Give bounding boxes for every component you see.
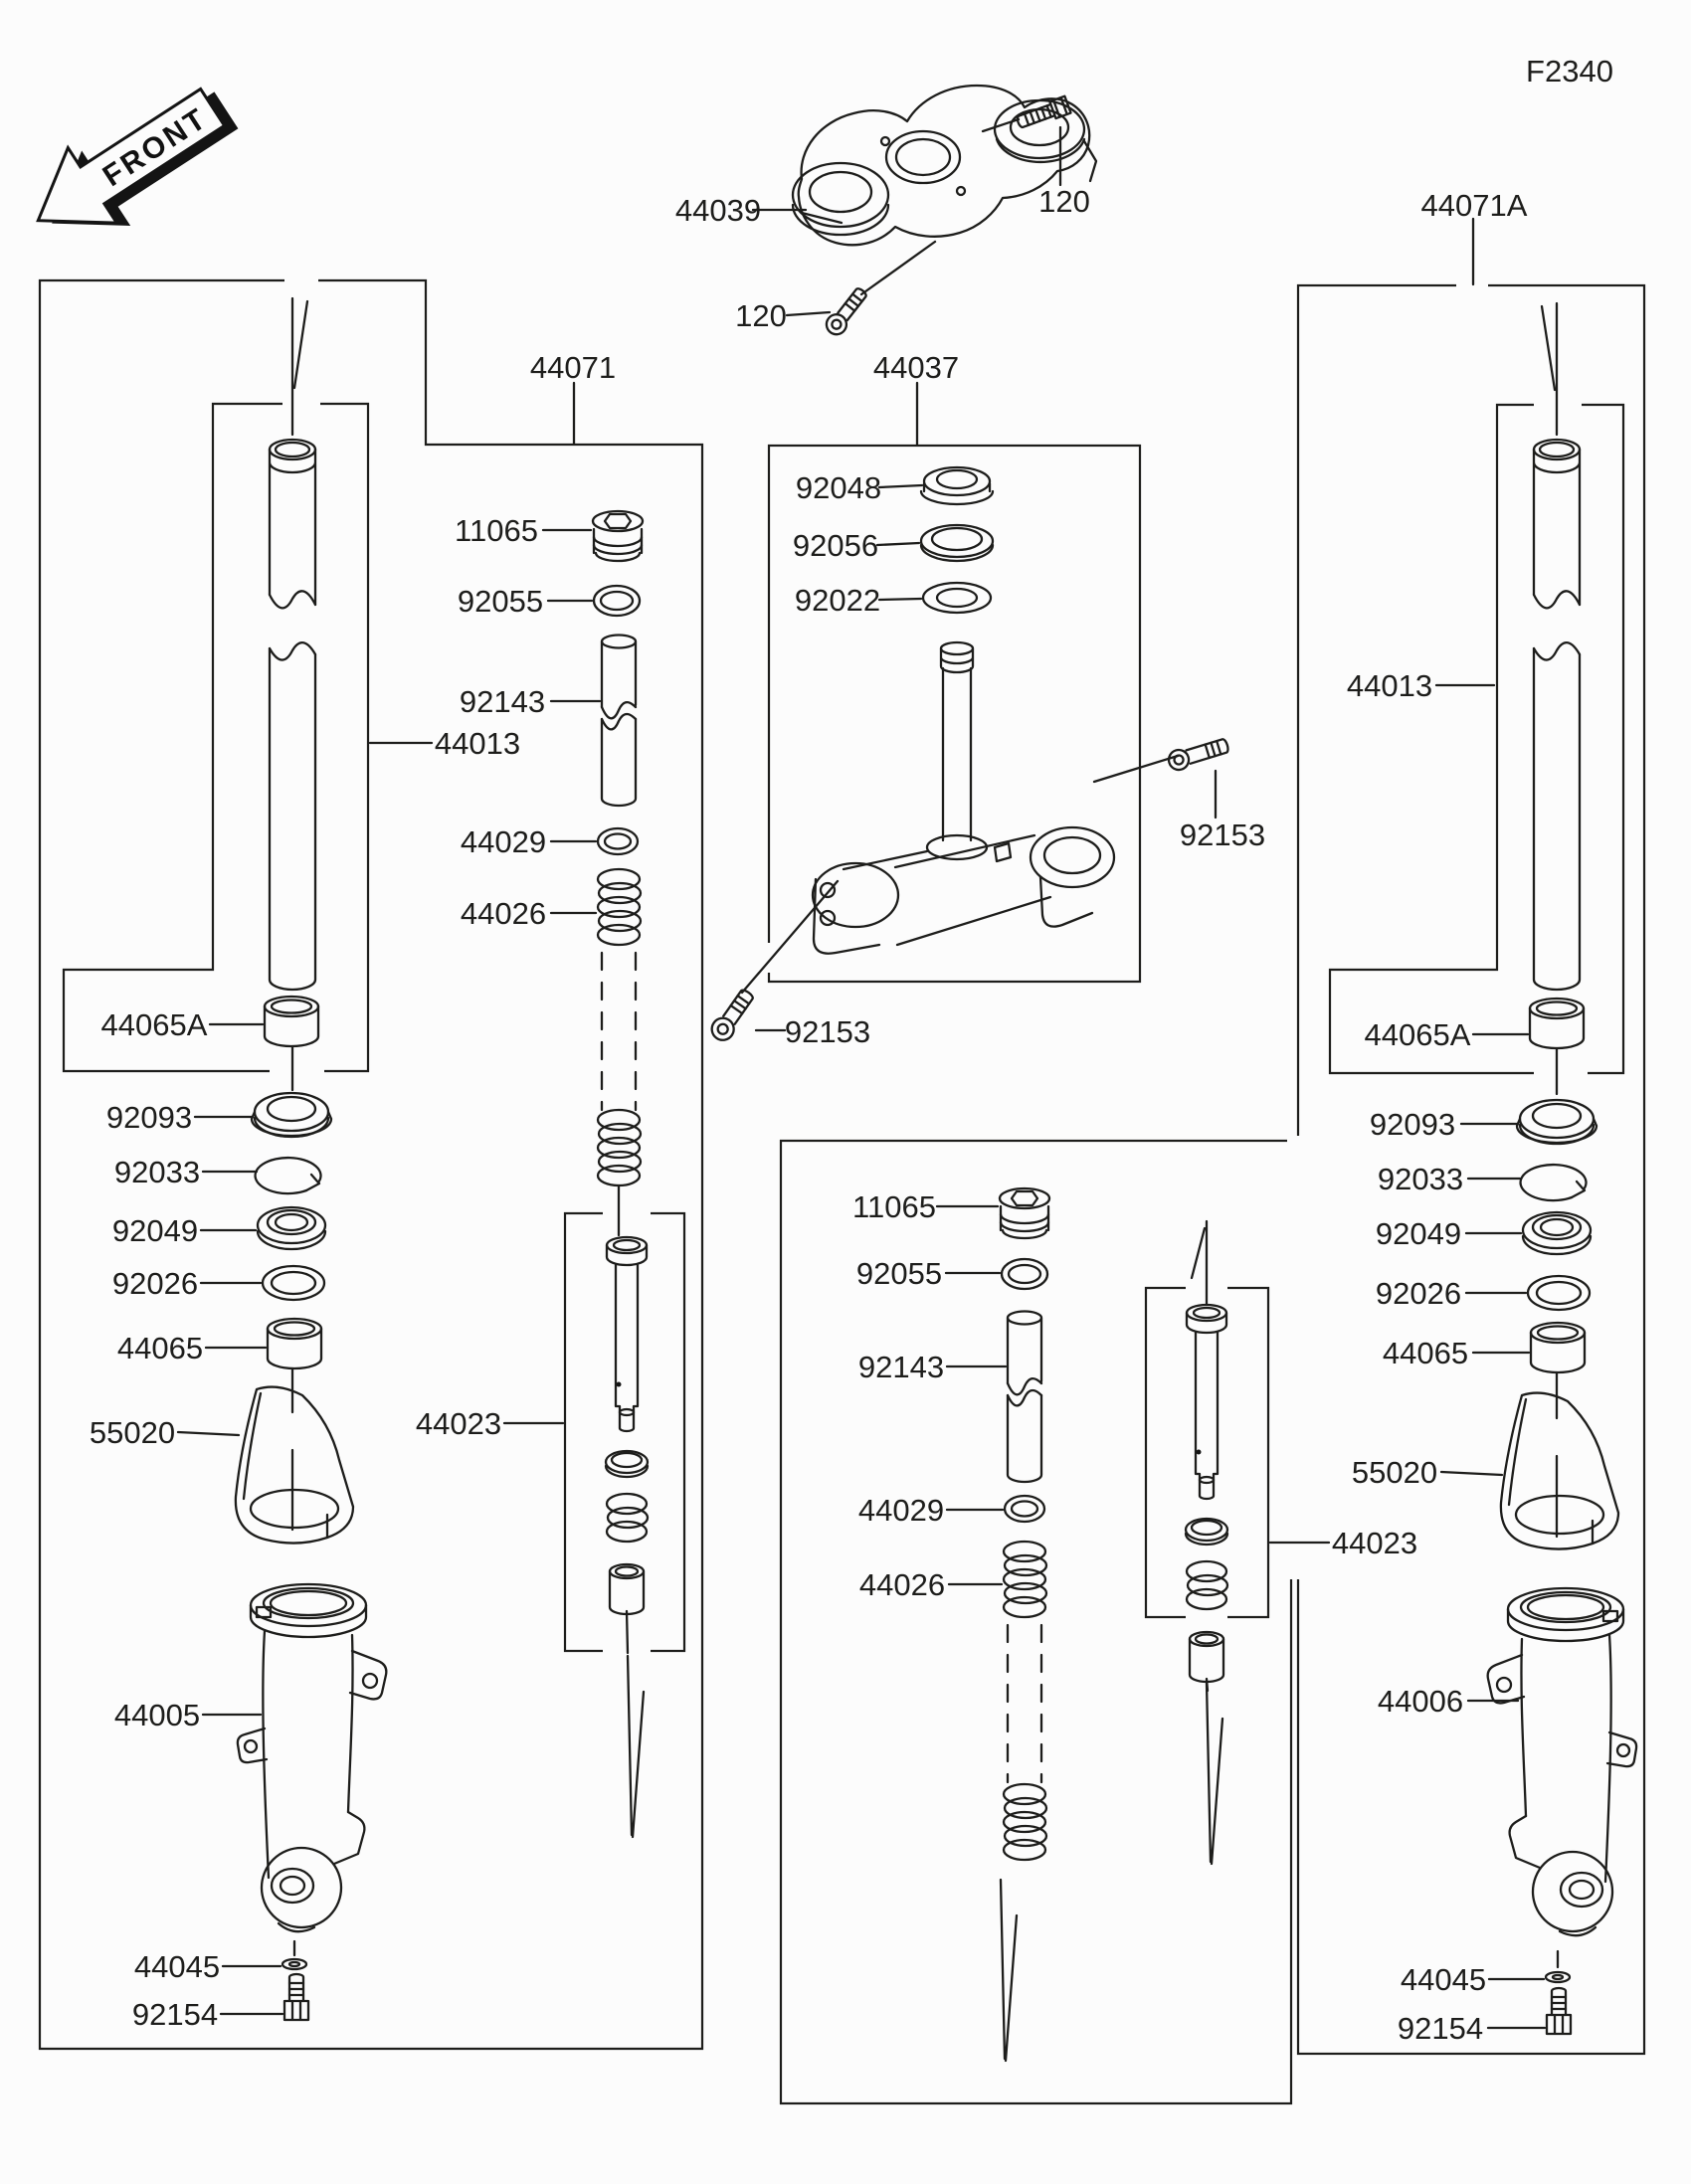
right-lower-bushing-44065 <box>1531 1323 1585 1372</box>
callout-92055-left: 92055 <box>457 584 544 619</box>
callout-92049-left: 92049 <box>111 1213 199 1248</box>
right-ring-92026 <box>1528 1276 1590 1310</box>
callout-55020-right: 55020 <box>1351 1455 1438 1490</box>
left-damper-arrow <box>628 1656 644 1837</box>
callout-92049-right: 92049 <box>1375 1216 1462 1251</box>
callout-44071a: 44071A <box>1420 188 1528 223</box>
right-gasket-44045 <box>1546 1972 1570 1982</box>
left-damper-assy-44023 <box>606 1237 648 1614</box>
left-fork-guard-55020 <box>236 1387 353 1544</box>
callout-44023-right: 44023 <box>1331 1526 1418 1560</box>
left-gasket-44045 <box>282 1959 306 1969</box>
callout-92048: 92048 <box>795 470 882 505</box>
bolt-92153-upper <box>1167 736 1230 773</box>
steering-stem-lower-clamp-drawing <box>813 642 1114 954</box>
callout-44005: 44005 <box>113 1698 201 1732</box>
callout-44065-right: 44065 <box>1382 1336 1469 1370</box>
right-assembly-box <box>1298 285 1644 2054</box>
right-retaining-clip-92033 <box>1521 1165 1587 1200</box>
left-fork-spring-lower-44026 <box>598 1110 641 1185</box>
left-oil-seal-92049 <box>258 1207 325 1249</box>
callout-92154-left: 92154 <box>131 1997 219 2032</box>
callout-44013-left: 44013 <box>434 726 521 761</box>
left-fork-tube-arrow <box>292 298 307 435</box>
mid-spring-break <box>1008 1625 1041 1782</box>
right-fork-tube-arrow <box>1542 303 1557 435</box>
mid-spring-arrow <box>1001 1880 1017 2061</box>
callout-92033-left: 92033 <box>113 1155 201 1189</box>
callout-92093-left: 92093 <box>105 1100 193 1135</box>
left-upper-bushing-44065a <box>265 997 318 1046</box>
callout-44029-left: 44029 <box>460 824 547 859</box>
callout-92153-upper: 92153 <box>1179 818 1266 852</box>
callout-labels <box>90 184 1528 2046</box>
callout-44065-left: 44065 <box>116 1331 204 1365</box>
callout-120-left: 120 <box>735 298 787 333</box>
left-lower-bushing-44065 <box>268 1319 321 1368</box>
callout-44037: 44037 <box>872 350 960 385</box>
right-damper-lower-arrow <box>1207 1683 1222 1864</box>
callout-44006: 44006 <box>1377 1684 1464 1719</box>
callout-92033-right: 92033 <box>1377 1162 1464 1196</box>
right-upper-bushing-44065a <box>1530 999 1584 1048</box>
left-fork-cap-11065 <box>593 511 643 561</box>
left-retaining-clip-92033 <box>256 1158 321 1193</box>
left-fork-lower-44005 <box>238 1584 386 1931</box>
callout-11065-mid: 11065 <box>852 1189 936 1224</box>
callout-92022: 92022 <box>794 583 881 618</box>
right-fork-inner-tube <box>1534 440 1580 990</box>
upper-triple-clamp-drawing <box>793 86 1096 245</box>
callout-44026-mid: 44026 <box>858 1567 946 1602</box>
front-arrow-label: FRONT <box>96 101 214 194</box>
callout-44065a-right: 44065A <box>1364 1017 1471 1052</box>
mid-oring-92055 <box>1002 1259 1047 1289</box>
callout-92153-lower: 92153 <box>784 1014 871 1049</box>
left-ring-92026 <box>263 1266 324 1300</box>
page-code: F2340 <box>1526 54 1613 89</box>
callout-92056: 92056 <box>792 528 879 563</box>
callout-92026-left: 92026 <box>111 1266 199 1301</box>
callout-92093-right: 92093 <box>1369 1107 1456 1142</box>
callout-44065a-left: 44065A <box>100 1007 208 1042</box>
callout-44023-left: 44023 <box>415 1406 502 1441</box>
right-drain-bolt-92154 <box>1547 1988 1571 2034</box>
callout-44029-mid: 44029 <box>857 1493 945 1528</box>
mid-fork-cap-11065 <box>1000 1188 1049 1238</box>
callout-92055-mid: 92055 <box>855 1256 943 1291</box>
mid-spacer-92143 <box>1008 1312 1041 1483</box>
left-seat-44029 <box>598 828 638 854</box>
right-fork-lower-44006 <box>1488 1588 1636 1935</box>
right-oil-seal-92049 <box>1523 1212 1591 1254</box>
left-fork-tube-box <box>64 404 368 1071</box>
callout-92026-right: 92026 <box>1375 1276 1462 1311</box>
callout-44045-left: 44045 <box>133 1949 221 1984</box>
box-line-gaps <box>270 280 1588 1651</box>
callout-55020-left: 55020 <box>89 1415 176 1450</box>
right-dust-seal-92093 <box>1517 1100 1597 1144</box>
left-fork-inner-tube <box>270 440 315 990</box>
left-oring-92055 <box>594 586 640 616</box>
left-fork-spring-upper-44026 <box>598 869 641 945</box>
left-drain-bolt-92154 <box>284 1974 308 2020</box>
mid-fork-spring-lower-44026 <box>1004 1784 1046 1860</box>
callout-44045-right: 44045 <box>1400 1962 1487 1997</box>
stem-bearing-seal-stack <box>921 467 993 613</box>
callout-120-top: 120 <box>1038 184 1090 219</box>
mid-seat-44029 <box>1005 1496 1044 1522</box>
callout-44013-right: 44013 <box>1346 668 1433 703</box>
right-damper-box <box>1146 1288 1268 1617</box>
callout-92154-right: 92154 <box>1397 2011 1484 2046</box>
callout-44071: 44071 <box>529 350 617 385</box>
bolt-92153-lower <box>707 987 757 1044</box>
left-connector-5 <box>627 1611 628 1653</box>
callout-44026-left: 44026 <box>460 896 547 931</box>
callout-11065-left: 11065 <box>455 513 538 548</box>
front-direction-arrow <box>14 65 251 267</box>
callout-92143-left: 92143 <box>459 684 546 719</box>
left-spring-break <box>602 953 636 1110</box>
callout-92143-mid: 92143 <box>857 1350 945 1384</box>
right-damper-assy-44023 <box>1186 1305 1227 1682</box>
callout-44039: 44039 <box>674 193 762 228</box>
left-spacer-92143 <box>602 636 636 807</box>
right-fork-guard-55020 <box>1501 1393 1618 1549</box>
mid-fork-spring-upper-44026 <box>1004 1542 1046 1617</box>
right-damper-arrow <box>1192 1221 1207 1305</box>
bolt-120-leaders <box>753 119 1060 315</box>
left-dust-seal-92093 <box>252 1093 331 1137</box>
